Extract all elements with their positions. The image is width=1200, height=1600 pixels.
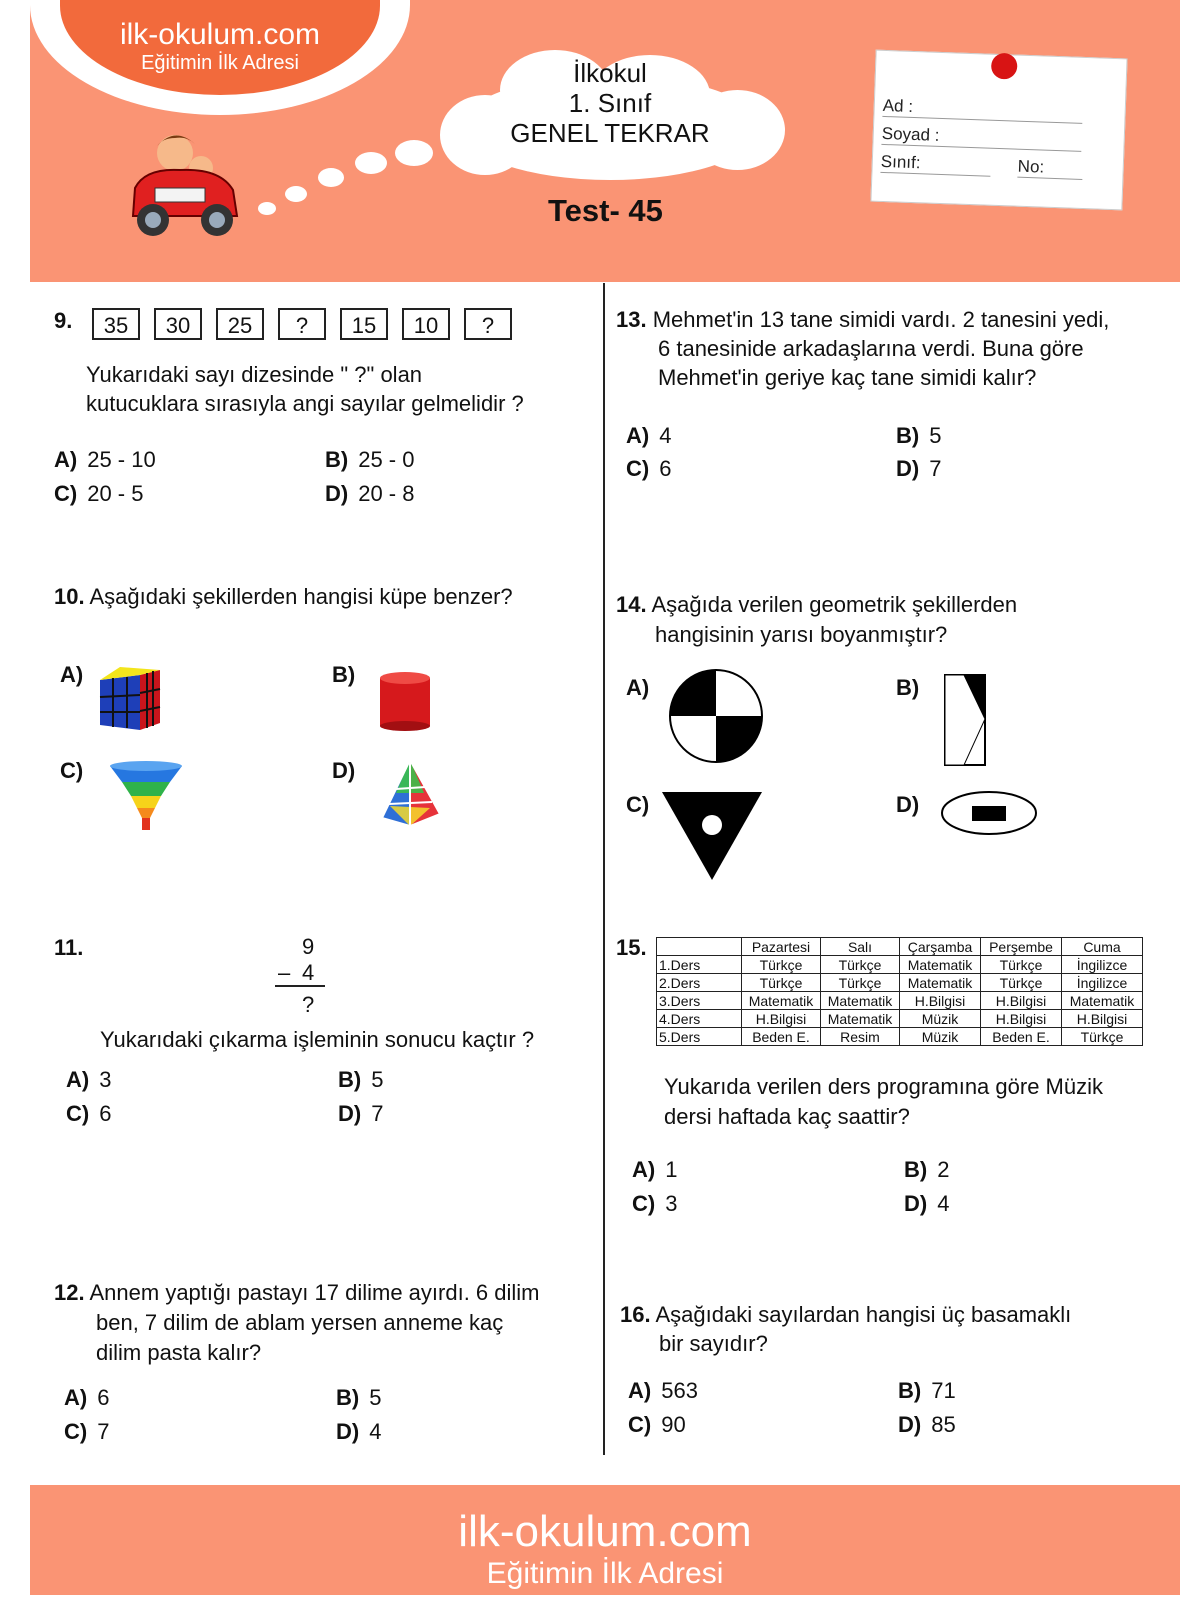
footer-brand-slogan: Eğitimin İlk Adresi	[486, 1557, 724, 1590]
option-letter: B)	[904, 1157, 928, 1182]
option-text: 3	[99, 1067, 112, 1092]
table-cell: Türkçe	[742, 956, 821, 974]
header-line-1: İlkokul	[573, 58, 647, 88]
card-ad: Ad :	[882, 96, 1083, 124]
q16-text-1: Aşağıdaki sayılardan hangisi üç basamaklı	[655, 1302, 1072, 1327]
q13-question	[616, 305, 1109, 335]
table-cell: Beden E.	[981, 1028, 1062, 1046]
q12-option-a[interactable]	[64, 1385, 109, 1411]
q15-schedule-table	[656, 937, 1143, 1046]
q9-text-1: Yukarıdaki sayı dizesinde " ?" olan	[86, 362, 423, 387]
q12-option-b[interactable]	[336, 1385, 381, 1411]
option-letter: A)	[60, 662, 84, 687]
table-header-cell: Çarşamba	[900, 938, 981, 956]
thought-bubble-dot	[318, 168, 344, 187]
option-letter: B)	[896, 675, 920, 700]
title-cloud	[440, 50, 780, 185]
quartered-circle-shape	[668, 668, 764, 769]
q10-number: 10.	[54, 584, 85, 609]
table-cell: H.Bilgisi	[742, 1010, 821, 1028]
option-letter: D)	[904, 1191, 928, 1216]
half-shaded-rectangle-shape	[944, 674, 986, 771]
card-sinif: Sınıf:	[880, 152, 991, 177]
q10-option-a[interactable]	[60, 662, 93, 688]
table-cell: H.Bilgisi	[1062, 1010, 1143, 1028]
sequence-box: ?	[278, 308, 326, 340]
option-text: 6	[99, 1101, 112, 1126]
sequence-box: 10	[402, 308, 450, 340]
option-text: 25 - 0	[358, 447, 415, 472]
table-cell: Matematik	[742, 992, 821, 1010]
q15-text-2: dersi haftada kaç saattir?	[664, 1104, 910, 1129]
q14-number: 14.	[616, 592, 647, 617]
q16-question	[620, 1300, 1071, 1330]
q11-minuend: 9	[302, 934, 315, 959]
q13-number: 13.	[616, 307, 647, 332]
table-row	[657, 956, 1143, 974]
q9-sequence	[92, 308, 512, 340]
q13-option-b[interactable]	[896, 423, 941, 449]
q15-option-c[interactable]	[632, 1191, 677, 1217]
q16-text-2: bir sayıdır?	[659, 1331, 768, 1356]
test-title: Test- 45	[548, 193, 663, 228]
cylinder-candle-image	[378, 670, 433, 737]
option-letter: B)	[336, 1385, 360, 1410]
q15-option-b[interactable]	[904, 1157, 949, 1183]
option-letter: A)	[626, 675, 650, 700]
option-text: 6	[97, 1385, 110, 1410]
table-header-cell: Cuma	[1062, 938, 1143, 956]
option-text: 85	[931, 1412, 956, 1437]
q11-option-b[interactable]	[338, 1067, 383, 1093]
q9-option-d[interactable]	[325, 481, 414, 507]
sequence-box: ?	[464, 308, 512, 340]
table-header-cell: Perşembe	[981, 938, 1062, 956]
option-letter: B)	[325, 447, 349, 472]
option-letter: D)	[332, 758, 356, 783]
q11-option-d[interactable]	[338, 1101, 383, 1127]
table-header-cell: Pazartesi	[742, 938, 821, 956]
q16-option-d[interactable]	[898, 1412, 956, 1438]
option-letter: C)	[626, 456, 650, 481]
option-letter: D)	[898, 1412, 922, 1437]
option-letter: D)	[896, 456, 920, 481]
table-cell: H.Bilgisi	[900, 992, 981, 1010]
option-text: 4	[937, 1191, 950, 1216]
option-text: 5	[929, 423, 942, 448]
q12-option-d[interactable]	[336, 1419, 381, 1445]
q11-sum-line	[275, 985, 325, 987]
q12-text-3: dilim pasta kalır?	[96, 1340, 262, 1365]
option-letter: C)	[66, 1101, 90, 1126]
table-row	[657, 992, 1143, 1010]
table-cell: 2.Ders	[657, 974, 742, 992]
q13-text-3: Mehmet'in geriye kaç tane simidi kalır?	[658, 365, 1037, 390]
footer-banner	[30, 1485, 1180, 1595]
sequence-box: 25	[216, 308, 264, 340]
option-letter: C)	[632, 1191, 656, 1216]
q14-option-c[interactable]	[626, 792, 659, 818]
q14-option-a[interactable]	[626, 675, 659, 701]
option-text: 2	[937, 1157, 950, 1182]
option-text: 5	[371, 1067, 384, 1092]
table-row	[657, 974, 1143, 992]
q12-text-1: Annem yaptığı pastayı 17 dilime ayırdı. 6 dilim	[89, 1280, 540, 1305]
table-cell: Türkçe	[821, 956, 900, 974]
q16-option-a[interactable]	[628, 1378, 698, 1404]
table-cell: Matematik	[821, 1010, 900, 1028]
q16-option-c[interactable]	[628, 1412, 686, 1438]
q16-number: 16.	[620, 1302, 651, 1327]
sequence-box: 35	[92, 308, 140, 340]
table-row	[657, 1010, 1143, 1028]
option-letter: B)	[338, 1067, 362, 1092]
table-header-row	[657, 938, 1143, 956]
option-text: 4	[369, 1419, 382, 1444]
table-cell: 4.Ders	[657, 1010, 742, 1028]
table-cell: Beden E.	[742, 1028, 821, 1046]
table-cell: Matematik	[900, 956, 981, 974]
q9-text-2: kutucuklara sırasıyla angi sayılar gelmelidir ?	[86, 391, 524, 416]
q13-option-a[interactable]	[626, 423, 671, 449]
option-letter: A)	[54, 447, 78, 472]
q14-text-1: Aşağıda verilen geometrik şekillerden	[651, 592, 1018, 617]
table-cell: Türkçe	[1062, 1028, 1143, 1046]
option-letter: D)	[336, 1419, 360, 1444]
q10-option-b[interactable]	[332, 662, 365, 688]
thought-bubble-dot	[285, 186, 307, 202]
thought-bubble-dot	[258, 202, 276, 215]
table-cell: Türkçe	[981, 974, 1062, 992]
option-text: 71	[931, 1378, 956, 1403]
column-divider	[603, 283, 605, 1455]
q15-option-d[interactable]	[904, 1191, 949, 1217]
q12-option-c[interactable]	[64, 1419, 109, 1445]
table-cell: Türkçe	[821, 974, 900, 992]
option-letter: D)	[325, 481, 349, 506]
option-text: 25 - 10	[87, 447, 156, 472]
table-cell: Matematik	[821, 992, 900, 1010]
option-letter: C)	[628, 1412, 652, 1437]
q12-number: 12.	[54, 1280, 85, 1305]
q11-number: 11.	[54, 935, 84, 960]
option-letter: B)	[896, 423, 920, 448]
q9-option-a[interactable]	[54, 447, 156, 473]
q12-question	[54, 1278, 540, 1308]
q10-option-c[interactable]	[60, 758, 93, 784]
q15-text-1: Yukarıda verilen ders programına göre Müzik	[664, 1074, 1103, 1099]
table-cell: 1.Ders	[657, 956, 742, 974]
header-line-3: GENEL TEKRAR	[510, 118, 710, 148]
option-letter: C)	[64, 1419, 88, 1444]
q11-minus-sign: –	[278, 960, 291, 985]
q13-option-d[interactable]	[896, 456, 941, 482]
q15-number: 15.	[616, 935, 647, 960]
footer-brand-name: ilk-okulum.com	[458, 1507, 752, 1556]
q11-option-c[interactable]	[66, 1101, 111, 1127]
q14-option-b[interactable]	[896, 675, 929, 701]
option-text: 3	[665, 1191, 678, 1216]
q14-text-2: hangisinin yarısı boyanmıştır?	[655, 622, 948, 647]
q13-text-1: Mehmet'in 13 tane simidi vardı. 2 tanesini yedi,	[652, 307, 1110, 332]
option-letter: D)	[338, 1101, 362, 1126]
car-illustration	[125, 128, 245, 248]
brand-slogan: Eğitimin İlk Adresi	[141, 52, 299, 74]
q13-option-c[interactable]	[626, 456, 671, 482]
q10-question	[54, 582, 513, 612]
option-letter: A)	[626, 423, 650, 448]
q9-option-c[interactable]	[54, 481, 143, 507]
option-text: 563	[661, 1378, 698, 1403]
option-text: 7	[929, 456, 942, 481]
q9-number: 9.	[54, 308, 73, 333]
q12-text-2: ben, 7 dilim de ablam yersen anneme kaç	[96, 1310, 504, 1335]
table-cell: Müzik	[900, 1010, 981, 1028]
q16-option-b[interactable]	[898, 1378, 956, 1404]
q10-text: Aşağıdaki şekillerden hangisi küpe benzer?	[89, 584, 513, 609]
option-letter: C)	[626, 792, 650, 817]
q10-option-d[interactable]	[332, 758, 365, 784]
option-letter: D)	[896, 792, 920, 817]
table-header-cell: Salı	[821, 938, 900, 956]
thought-bubble-dot	[395, 140, 433, 166]
q15-option-a[interactable]	[632, 1157, 677, 1183]
triangle-with-hole-shape	[660, 790, 764, 887]
q11-result: ?	[302, 992, 315, 1017]
q14-option-d[interactable]	[896, 792, 929, 818]
pushpin-icon	[991, 53, 1018, 80]
option-text: 6	[659, 456, 672, 481]
option-letter: B)	[898, 1378, 922, 1403]
option-text: 7	[97, 1419, 110, 1444]
option-letter: C)	[54, 481, 78, 506]
rubiks-cube-image	[95, 665, 165, 740]
table-cell: İngilizce	[1062, 974, 1143, 992]
table-cell: 5.Ders	[657, 1028, 742, 1046]
option-letter: A)	[632, 1157, 656, 1182]
student-info-card	[870, 50, 1127, 211]
option-text: 20 - 5	[87, 481, 144, 506]
sequence-box: 15	[340, 308, 388, 340]
card-soyad: Soyad :	[881, 124, 1082, 152]
table-cell: Türkçe	[742, 974, 821, 992]
table-row	[657, 1028, 1143, 1046]
option-text: 7	[371, 1101, 384, 1126]
card-no: No:	[1017, 157, 1083, 180]
pyramid-image	[378, 758, 443, 833]
brand-name: ilk-okulum.com	[119, 18, 321, 51]
q11-subtrahend: 4	[302, 960, 315, 985]
table-cell: Müzik	[900, 1028, 981, 1046]
table-cell: H.Bilgisi	[981, 1010, 1062, 1028]
q9-option-b[interactable]	[325, 447, 414, 473]
option-text: 5	[369, 1385, 382, 1410]
option-letter: A)	[64, 1385, 88, 1410]
thought-bubble-dot	[355, 152, 387, 174]
table-cell: İngilizce	[1062, 956, 1143, 974]
option-letter: C)	[60, 758, 84, 783]
sequence-box: 30	[154, 308, 202, 340]
q14-question	[616, 590, 1017, 620]
option-letter: B)	[332, 662, 356, 687]
option-text: 1	[665, 1157, 678, 1182]
funnel-image	[108, 760, 184, 837]
option-letter: A)	[628, 1378, 652, 1403]
option-text: 90	[661, 1412, 686, 1437]
option-text: 20 - 8	[358, 481, 415, 506]
table-cell: Matematik	[900, 974, 981, 992]
q11-text: Yukarıdaki çıkarma işleminin sonucu kaçtır ?	[100, 1027, 535, 1052]
q13-text-2: 6 tanesinide arkadaşlarına verdi. Buna göre	[658, 336, 1084, 361]
table-cell: Türkçe	[981, 956, 1062, 974]
table-cell: 3.Ders	[657, 992, 742, 1010]
q11-option-a[interactable]	[66, 1067, 111, 1093]
table-cell: Resim	[821, 1028, 900, 1046]
option-text: 4	[659, 423, 672, 448]
table-header-cell	[657, 938, 742, 956]
ellipse-with-rectangle-shape	[940, 790, 1038, 841]
header-line-2: 1. Sınıf	[568, 88, 652, 118]
table-cell: H.Bilgisi	[981, 992, 1062, 1010]
table-cell: Matematik	[1062, 992, 1143, 1010]
option-letter: A)	[66, 1067, 90, 1092]
